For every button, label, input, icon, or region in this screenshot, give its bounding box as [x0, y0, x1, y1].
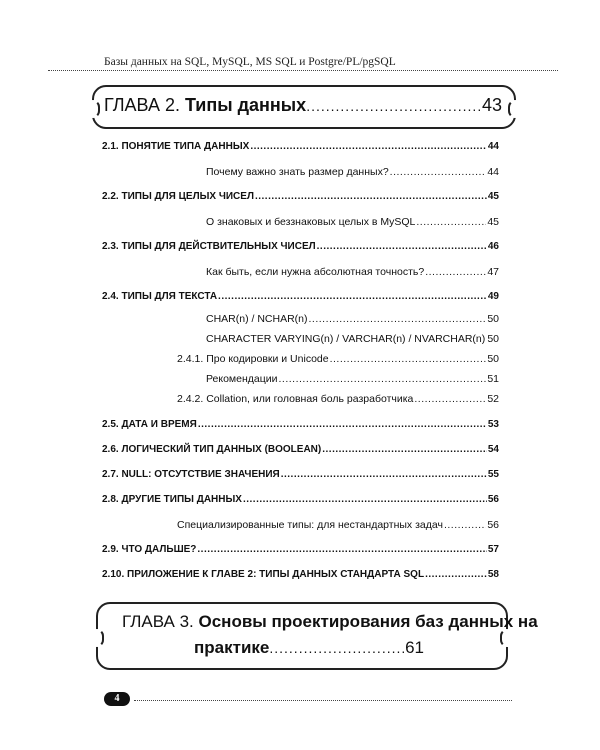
header-divider [48, 70, 558, 71]
page-number-badge: 4 [104, 692, 130, 706]
toc-entry-page: 56 [487, 494, 499, 505]
dot-leader [444, 519, 486, 531]
toc-entry-page: 49 [487, 291, 499, 302]
toc-entry-text: 2.5. ДАТА И ВРЕМЯ [102, 419, 197, 430]
dot-leader [330, 353, 487, 365]
toc-entry-page: 50 [487, 333, 499, 345]
dot-leader [425, 266, 486, 278]
toc-entry-text: 2.4.2. Collation, или головная боль разработчика [177, 393, 414, 405]
toc-entry-text: 2.4. ТИПЫ ДЛЯ ТЕКСТА [102, 291, 218, 302]
chapter-3-title-line2: практике [194, 638, 270, 657]
toc-entry[interactable] [206, 166, 499, 178]
toc-entry-page: 55 [487, 469, 499, 480]
toc-entry-text: Почему важно знать размер данных? [206, 166, 389, 178]
toc-entry-text: 2.2. ТИПЫ ДЛЯ ЦЕЛЫХ ЧИСЕЛ [102, 191, 254, 202]
toc-entry-page: 50 [487, 313, 499, 325]
dot-leader [197, 544, 486, 555]
toc-entry[interactable] [206, 266, 499, 278]
toc-entry[interactable] [177, 519, 499, 531]
toc-entry-page: 56 [487, 519, 499, 531]
toc-entry[interactable] [177, 393, 499, 405]
chapter-3-title-line1: Основы проектирования баз данных на [198, 612, 538, 631]
toc-entry[interactable] [102, 569, 499, 580]
dot-leader [269, 640, 405, 656]
chapter-2-label: ГЛАВА 2. [104, 95, 180, 115]
chapter-2-page: 43 [481, 95, 502, 115]
toc-entry[interactable] [102, 494, 499, 505]
dot-leader [425, 569, 487, 580]
toc-entry[interactable] [206, 216, 499, 228]
toc-entry[interactable] [102, 241, 499, 252]
dot-leader [322, 444, 487, 455]
dot-leader [306, 98, 482, 114]
toc-entry[interactable] [102, 444, 499, 455]
dot-leader [198, 419, 487, 430]
toc-entry-text: 2.1. ПОНЯТИЕ ТИПА ДАННЫХ [102, 141, 250, 152]
chapter-2-box [92, 85, 516, 129]
chapter-3-entry-line2[interactable] [194, 638, 424, 658]
dot-leader [218, 291, 487, 302]
dot-leader [281, 469, 487, 480]
toc-entry-page: 50 [487, 353, 499, 365]
dot-leader [255, 191, 487, 202]
footer-divider [134, 700, 512, 701]
toc-entry-page: 44 [487, 141, 499, 152]
chapter-3-page: 61 [405, 638, 424, 657]
dot-leader [279, 373, 487, 385]
chapter-2-title: Типы данных [185, 95, 307, 115]
toc-entry-page: 51 [487, 373, 499, 385]
toc-entry-page: 52 [487, 393, 499, 405]
toc-entry-text: 2.3. ТИПЫ ДЛЯ ДЕЙСТВИТЕЛЬНЫХ ЧИСЕЛ [102, 241, 316, 252]
dot-leader [416, 216, 486, 228]
toc-entry-text: 2.7. NULL: ОТСУТСТВИЕ ЗНАЧЕНИЯ [102, 469, 280, 480]
toc-entry-text: 2.8. ДРУГИЕ ТИПЫ ДАННЫХ [102, 494, 242, 505]
toc-entry-page: 54 [487, 444, 499, 455]
toc-entry[interactable] [102, 544, 499, 555]
toc-entry-text: 2.10. ПРИЛОЖЕНИЕ К ГЛАВЕ 2: ТИПЫ ДАННЫХ СТАНДАРТА SQL [102, 569, 425, 580]
toc-entry-page: 53 [487, 419, 499, 430]
toc-entry[interactable] [206, 373, 499, 385]
toc-entry[interactable] [102, 191, 499, 202]
toc-entry[interactable] [102, 469, 499, 480]
toc-entry-page: 46 [487, 241, 499, 252]
toc-entry[interactable] [102, 419, 499, 430]
dot-leader [414, 393, 486, 405]
toc-entry[interactable] [177, 353, 499, 365]
toc-entry-text: Рекомендации [206, 373, 278, 385]
toc-entry-page: 58 [487, 569, 499, 580]
toc-entry-page: 57 [487, 544, 499, 555]
toc-entry-page: 44 [487, 166, 499, 178]
toc-entry-page: 45 [487, 216, 499, 228]
toc-entry-text: 2.6. ЛОГИЧЕСКИЙ ТИП ДАННЫХ (BOOLEAN) [102, 444, 322, 455]
toc-entry-text: 2.9. ЧТО ДАЛЬШЕ? [102, 544, 197, 555]
chapter-3-box [96, 602, 538, 670]
toc-entry[interactable] [102, 141, 499, 152]
chapter-3-entry[interactable] [122, 612, 538, 632]
running-header: Базы данных на SQL, MySQL, MS SQL и Postgre/PL/pgSQL [104, 56, 396, 68]
dot-leader [390, 166, 487, 178]
toc-entry-text: 2.4.1. Про кодировки и Unicode [177, 353, 329, 365]
toc-entry-page: 47 [487, 266, 499, 278]
toc-entry[interactable] [206, 333, 499, 345]
dot-leader [243, 494, 487, 505]
toc-entry-text: Специализированные типы: для нестандартных задач [177, 519, 443, 531]
dot-leader [309, 313, 487, 325]
toc-entry-text: О знаковых и беззнаковых целых в MySQL [206, 216, 416, 228]
toc-entry-page: 45 [487, 191, 499, 202]
dot-leader [250, 141, 487, 152]
chapter-3-label: ГЛАВА 3. [122, 612, 194, 631]
chapter-2-entry[interactable] [104, 95, 502, 116]
toc-entry-text: Как быть, если нужна абсолютная точность? [206, 266, 425, 278]
toc-entry[interactable] [102, 291, 499, 302]
dot-leader [317, 241, 487, 252]
toc-entry[interactable] [206, 313, 499, 325]
toc-entry-text: CHARACTER VARYING(n) / VARCHAR(n) / NVARCHAR(n) [206, 333, 486, 345]
toc-entry-text: CHAR(n) / NCHAR(n) [206, 313, 308, 325]
